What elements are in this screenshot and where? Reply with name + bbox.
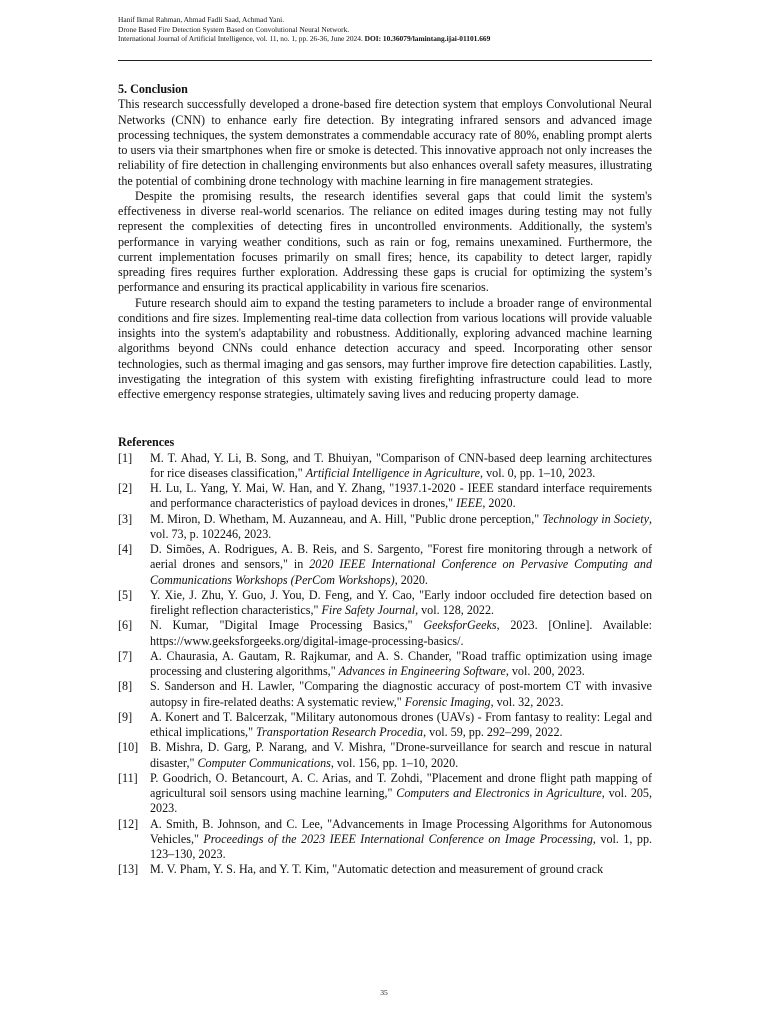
reference-venue: Computer Communications: [197, 755, 331, 770]
section-title: 5. Conclusion: [118, 82, 188, 96]
reference-text: H. Lu, L. Yang, Y. Mai, W. Han, and Y. Zhang, "1937.1-2020 - IEEE standard interface requirements and performance characteristics of payload devices in drones," IEEE, 2020.: [150, 481, 652, 511]
reference-item: [118, 649, 652, 680]
header-divider: [118, 60, 652, 61]
reference-number: [3]: [118, 511, 133, 526]
reference-item: [118, 481, 652, 512]
reference-venue: Proceedings of the 2023 IEEE International Conference on Image Processing: [203, 831, 593, 846]
reference-venue: IEEE: [456, 496, 483, 511]
reference-text: M. Miron, D. Whetham, M. Auzanneau, and A. Hill, "Public drone perception," Technology in Society, vol. 73, p. 102246, 2023.: [150, 511, 652, 541]
references-title: References: [118, 435, 175, 450]
reference-item: [118, 817, 652, 863]
reference-item: [118, 771, 652, 817]
header-title: Drone Based Fire Detection System Based on Convolutional Neural Network.: [118, 24, 350, 34]
reference-item: [118, 618, 652, 649]
reference-list: [118, 451, 652, 878]
conclusion-paragraph: This research successfully developed a drone-based fire detection system that employs Convolutional Neural Networks (CNN) to enhance early fire detection. By integrating infrared sensors and advanced image processing techniques, the system demonstrates a commendable accuracy rate of 80%, enabling prompt alerts to users via their smartphones when fire or smoke is detected. This innovative approach not only increases the reliability of fire detection in challenging environments but also enhances overall safety measures, illustrating the potential of combining drone technology with machine learning in fire management strategies.: [118, 97, 652, 188]
reference-venue: Transportation Research Procedia: [256, 725, 424, 739]
reference-text: M. T. Ahad, Y. Li, B. Song, and T. Bhuiyan, "Comparison of CNN-based deep learning architectures for rice diseases classification," Artificial Intelligence in Agriculture, vol. 0, pp. 1–10, 2023.: [150, 450, 652, 480]
reference-item: [118, 740, 652, 771]
header-doi[interactable]: DOI: 10.36079/lamintang.ijai-01101.669: [364, 34, 491, 44]
reference-number: [6]: [118, 618, 133, 633]
reference-venue: GeeksforGeeks: [423, 618, 497, 633]
reference-venue: Artificial Intelligence in Agriculture: [305, 465, 481, 480]
page-number: 35: [380, 988, 388, 997]
reference-text: S. Sanderson and H. Lawler, "Comparing the diagnostic accuracy of post-mortem CT with invasive autopsy in fire-related deaths: A systematic review," Forensic Imaging, vol. 32, 2023.: [150, 679, 652, 709]
reference-number: [9]: [118, 709, 133, 724]
reference-number: [12]: [118, 816, 139, 831]
reference-venue: Computers and Electronics in Agriculture: [396, 786, 602, 800]
reference-text: N. Kumar, "Digital Image Processing Basics," GeeksforGeeks, 2023. [Online]. Available: https://www.geeksforgeeks.org/digital-image-processing-basics/.: [150, 618, 652, 648]
reference-text: B. Mishra, D. Garg, P. Narang, and V. Mishra, "Drone-surveillance for search and rescue in natural disaster," Computer Communications, vol. 156, pp. 1–10, 2020.: [150, 740, 652, 770]
reference-venue: 2020 IEEE International Conference on Pervasive Computing and Communications Workshops (PerCom Workshops): [150, 557, 653, 587]
reference-venue: Advances in Engineering Software: [338, 664, 506, 678]
reference-text: M. V. Pham, Y. S. Ha, and Y. T. Kim, "Automatic detection and measurement of ground crack: [150, 862, 604, 877]
reference-venue: Forensic Imaging: [404, 694, 491, 709]
reference-number: [8]: [118, 679, 133, 694]
reference-text: Y. Xie, J. Zhu, Y. Guo, J. You, D. Feng, and Y. Cao, "Early indoor occluded fire detection based on firelight reflection characteristics," Fire Safety Journal, vol. 128, 2022.: [150, 587, 652, 617]
main-content: [118, 82, 652, 878]
reference-number: [4]: [118, 542, 133, 556]
reference-number: [10]: [118, 740, 139, 755]
reference-number: [2]: [118, 481, 133, 495]
reference-item: [118, 679, 652, 710]
header-journal: [118, 34, 652, 44]
reference-text: A. Chaurasia, A. Gautam, R. Rajkumar, and A. S. Chander, "Road traffic optimization using image processing and clustering algorithms," Advances in Engineering Software, vol. 200, 2023.: [150, 648, 652, 678]
conclusion-paragraph: Despite the promising results, the research identifies several gaps that could limit the system's effectiveness in diverse real-world scenarios. The reliance on edited images during testing may not fully represent the complexities of detecting fires in uncontrolled environments. Additionally, the system's performance in varying weather conditions, such as rain or fog, remains unexamined. Furthermore, the current implementation focuses primarily on small fires; hence, its capability to detect larger, rapidly spreading fires requires further exploration. Addressing these gaps is crucial for optimizing the system’s performance and ensuring its practical applicability in various fire scenarios.: [118, 188, 652, 295]
reference-text: A. Smith, B. Johnson, and C. Lee, "Advancements in Image Processing Algorithms for Autonomous Vehicles," Proceedings of the 2023 IEEE International Conference on Image Processing, vol. 1, pp. 123–130, 2023.: [150, 816, 653, 861]
reference-item: [118, 451, 652, 482]
reference-text: P. Goodrich, O. Betancourt, A. C. Arias, and T. Zohdi, "Placement and drone flight path mapping of agricultural soil sensors using machine learning," Computers and Electronics in Agriculture, vol. 205, 2023.: [150, 770, 652, 816]
reference-venue: Technology in Society: [542, 511, 649, 526]
reference-number: [1]: [118, 450, 133, 465]
reference-item: [118, 512, 652, 543]
header-authors: Hanif Ikmal Rahman, Ahmad Fadli Saad, Achmad Yani.: [118, 15, 285, 24]
running-header: [118, 15, 652, 44]
reference-text: D. Simões, A. Rodrigues, A. B. Reis, and S. Sargento, "Forest fire monitoring through a network of aerial drones and sensors," in 2020 IEEE International Conference on Pervasive Computing and Communications Workshops (PerCom Workshops), 2020.: [150, 542, 653, 587]
reference-number: [5]: [118, 587, 133, 602]
reference-number: [11]: [118, 770, 138, 785]
reference-item: [118, 710, 652, 741]
reference-number: [7]: [118, 648, 133, 663]
reference-venue: Fire Safety Journal: [321, 603, 416, 617]
reference-item: [118, 588, 652, 619]
reference-text: A. Konert and T. Balcerzak, "Military autonomous drones (UAVs) - From fantasy to reality: Legal and ethical implications," Transportation Research Procedia, vol. 59, pp. 292–299, 2022.: [150, 709, 652, 739]
reference-number: [13]: [118, 862, 139, 877]
reference-item: [118, 862, 652, 877]
conclusion-paragraph: Future research should aim to expand the testing parameters to include a broader range of environmental conditions and fire sizes. Implementing real-time data collection from various locations will provide valuable insights into the system's adaptability and robustness. Additionally, exploring advanced machine learning algorithms beyond CNNs could enhance detection accuracy and speed. Incorporating other sensor technologies, such as thermal imaging and gas sensors, may further improve fire detection capabilities. Lastly, investigating the integration of this system with existing firefighting infrastructure could lead to more effective emergency response strategies, ultimately saving lives and reducing property damage.: [118, 295, 652, 401]
reference-item: [118, 542, 652, 588]
header-journal-text: International Journal of Artificial Intelligence, vol. 11, no. 1, pp. 26-36, June 2024.: [118, 34, 363, 44]
